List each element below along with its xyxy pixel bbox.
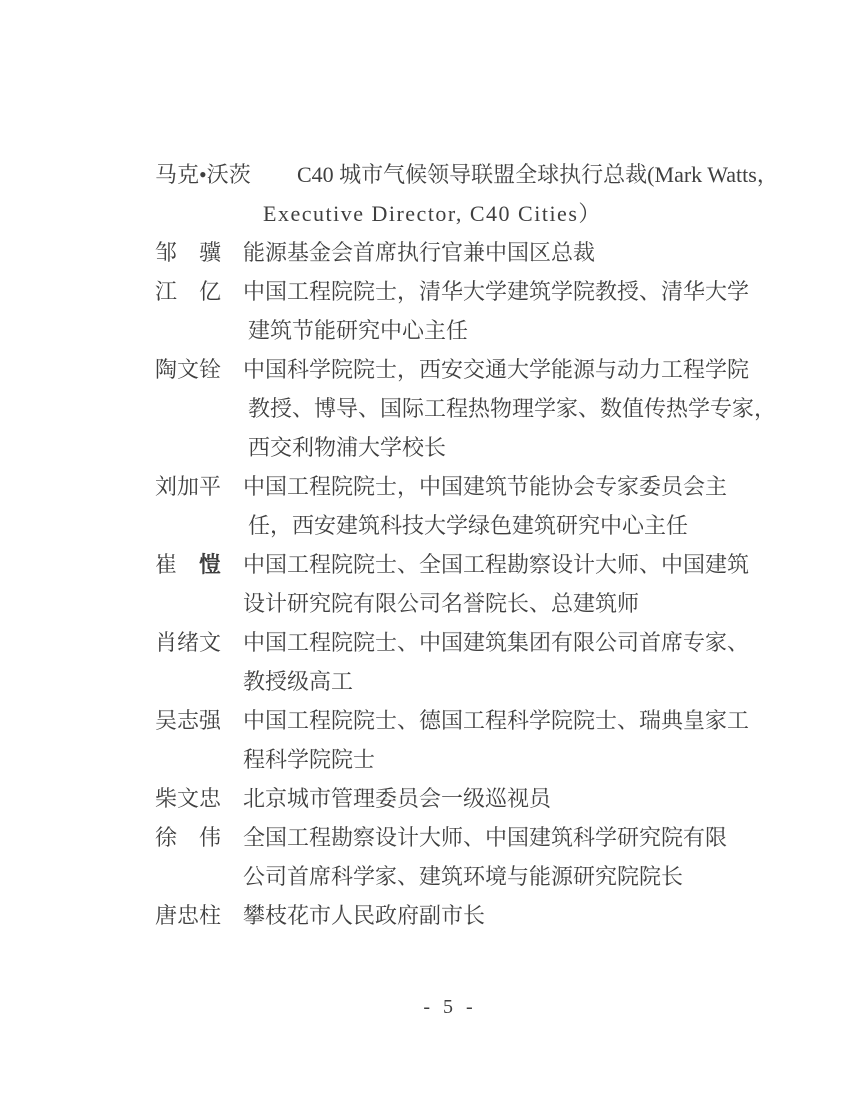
list-entry bbox=[155, 701, 775, 779]
person-title-continued: Executive Director, C40 Cities） bbox=[263, 201, 602, 226]
entry-line: 任，西安建筑科技大学绿色建筑研究中心主任 bbox=[248, 513, 689, 538]
entry-line: 中国工程院院士、中国建筑集团有限公司首席专家、 bbox=[243, 630, 750, 655]
person-title bbox=[243, 701, 775, 779]
person-name: 肖绪文 bbox=[155, 630, 222, 655]
person-title bbox=[243, 272, 775, 350]
list-entry bbox=[155, 350, 775, 467]
entry-line bbox=[155, 194, 775, 233]
entry-line: 教授级高工 bbox=[243, 669, 354, 694]
person-name bbox=[155, 545, 243, 584]
person-title bbox=[243, 623, 775, 701]
person-title bbox=[243, 233, 775, 272]
entry-line: 教授、博导、国际工程热物理学家、数值传热学专家， bbox=[248, 396, 777, 421]
person-name-part-heavy: 愷 bbox=[199, 553, 222, 578]
list-entry bbox=[155, 155, 779, 233]
person-name: 江 亿 bbox=[155, 279, 222, 304]
person-title bbox=[243, 467, 775, 545]
entry-line: 攀枝花市人民政府副市长 bbox=[243, 903, 486, 928]
list-entry bbox=[155, 272, 775, 350]
person-name: 徐 伟 bbox=[155, 825, 222, 850]
list-entry bbox=[155, 467, 775, 545]
entry-line: 北京城市管理委员会一级巡视员 bbox=[243, 786, 552, 811]
person-title bbox=[243, 896, 775, 935]
person-title bbox=[243, 545, 775, 623]
entry-line: 建筑节能研究中心主任 bbox=[248, 318, 469, 343]
person-name-part: 崔 bbox=[155, 552, 200, 577]
entry-line: 全国工程勘察设计大师、中国建筑科学研究院有限 bbox=[243, 825, 728, 850]
entry-line: 设计研究院有限公司名誉院长、总建筑师 bbox=[243, 591, 640, 616]
list-entry bbox=[155, 623, 775, 701]
page-number: - 5 - bbox=[423, 996, 477, 1018]
entry-line: 西交利物浦大学校长 bbox=[248, 435, 447, 460]
person-title bbox=[243, 779, 775, 818]
list-entry bbox=[155, 545, 775, 623]
person-title bbox=[243, 350, 775, 467]
person-name: 柴文忠 bbox=[155, 786, 222, 811]
entry-line: 程科学院院士 bbox=[243, 747, 376, 772]
list-entry bbox=[155, 779, 775, 818]
person-title bbox=[243, 818, 775, 896]
list-entry bbox=[155, 818, 775, 896]
list-entry bbox=[155, 896, 775, 935]
list-entry bbox=[155, 233, 775, 272]
person-name: 唐忠柱 bbox=[155, 903, 222, 928]
entry-line: 中国工程院院士、全国工程勘察设计大师、中国建筑 bbox=[243, 552, 750, 577]
entry-line: 中国工程院院士，中国建筑节能协会专家委员会主 bbox=[243, 474, 728, 499]
person-name: 吴志强 bbox=[155, 708, 222, 733]
person-name: 马克•沃茨 bbox=[155, 162, 251, 187]
entry-line: 中国科学院院士，西安交通大学能源与动力工程学院 bbox=[243, 357, 750, 382]
entry-line: 中国工程院院士，清华大学建筑学院教授、清华大学 bbox=[243, 279, 750, 304]
entry-line bbox=[155, 155, 779, 194]
person-name: 刘加平 bbox=[155, 474, 222, 499]
entry-line: 中国工程院院士、德国工程科学院院士、瑞典皇家工 bbox=[243, 708, 750, 733]
entry-line: 能源基金会首席执行官兼中国区总裁 bbox=[243, 240, 596, 265]
entry-line: 公司首席科学家、建筑环境与能源研究院院长 bbox=[243, 864, 684, 889]
person-name: 陶文铨 bbox=[155, 357, 222, 382]
attendee-list bbox=[155, 155, 779, 935]
person-name: 邹 骥 bbox=[155, 240, 222, 265]
person-title: C40 城市气候领导联盟全球执行总裁(Mark Watts， bbox=[297, 162, 779, 187]
